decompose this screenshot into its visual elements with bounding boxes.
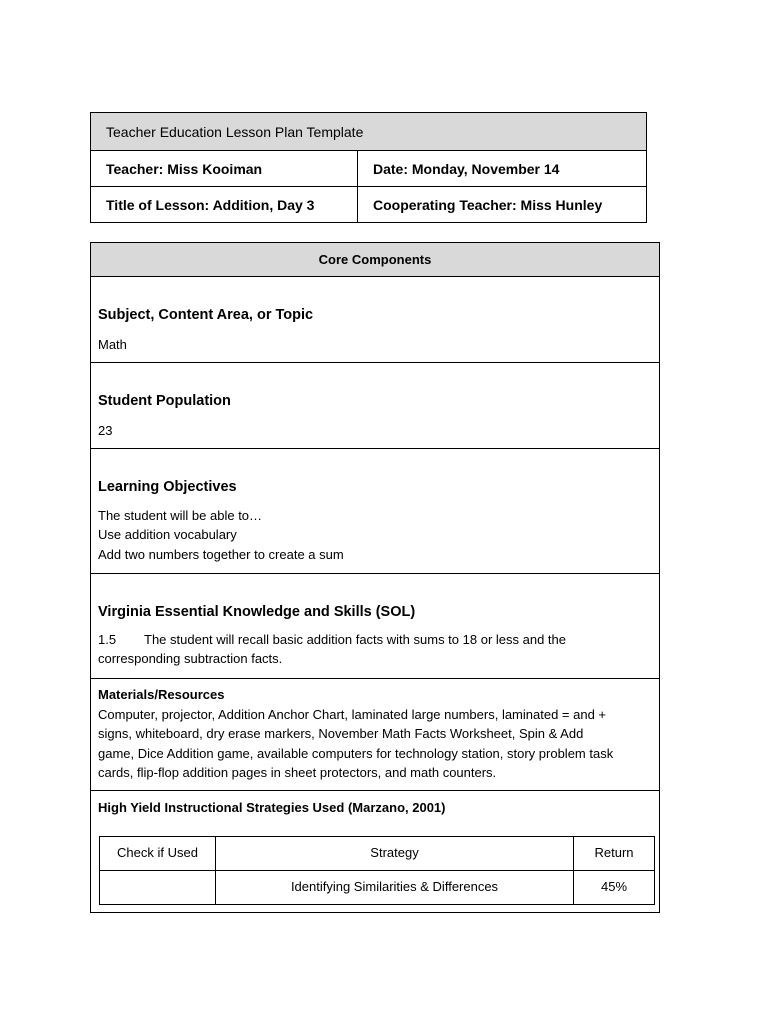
- sol-title: Virginia Essential Knowledge and Skills (SOL): [98, 604, 416, 620]
- materials-line: Computer, projector, Addition Anchor Chart, laminated large numbers, laminated = and +: [98, 706, 607, 722]
- strategies-table: [99, 836, 655, 905]
- objective-line: Add two numbers together to create a sum: [98, 546, 344, 562]
- return-cell: 45%: [574, 870, 655, 904]
- column-header: Strategy: [216, 836, 574, 870]
- objective-line: The student will be able to…: [98, 507, 263, 523]
- lesson-header-table: [90, 112, 647, 223]
- subject-title: Subject, Content Area, or Topic: [98, 307, 314, 323]
- strategies-section: [91, 791, 660, 913]
- objectives-section: [91, 449, 660, 574]
- lesson-title: Title of Lesson: Addition, Day 3: [91, 187, 358, 223]
- materials-line: cards, flip-flop addition pages in sheet protectors, and math counters.: [98, 765, 497, 780]
- population-section: [91, 363, 660, 449]
- sol-section: [91, 574, 660, 679]
- column-header: Return: [574, 836, 655, 870]
- objectives-title: Learning Objectives: [98, 479, 237, 495]
- core-components-table: [90, 242, 660, 913]
- table-row: [100, 870, 655, 904]
- strategies-header-row: [100, 836, 655, 870]
- materials-line: game, Dice Addition game, available computers for technology station, story problem task: [98, 745, 614, 761]
- teacher-name: Teacher: Miss Kooiman: [91, 151, 358, 187]
- sol-line: corresponding subtraction facts.: [98, 651, 283, 666]
- population-title: Student Population: [98, 393, 231, 409]
- cooperating-teacher: Cooperating Teacher: Miss Hunley: [358, 187, 647, 223]
- population-value: 23: [98, 422, 113, 438]
- objective-line: Use addition vocabulary: [98, 527, 237, 542]
- lesson-date: Date: Monday, November 14: [358, 151, 647, 187]
- check-if-used-cell[interactable]: [100, 870, 216, 904]
- column-header: Check if Used: [100, 836, 216, 870]
- subject-value: Math: [98, 336, 127, 352]
- materials-line: signs, whiteboard, dry erase markers, November Math Facts Worksheet, Spin & Add: [98, 726, 584, 741]
- strategy-cell: Identifying Similarities & Differences: [216, 870, 574, 904]
- strategies-title: High Yield Instructional Strategies Used (Marzano, 2001): [98, 800, 446, 815]
- sol-number: 1.5: [98, 631, 117, 647]
- materials-section: [91, 679, 660, 791]
- subject-section: [91, 277, 660, 363]
- core-components-heading: Core Components: [91, 243, 660, 277]
- materials-title: Materials/Resources: [98, 687, 225, 702]
- template-title: Teacher Education Lesson Plan Template: [91, 113, 647, 151]
- sol-line: The student will recall basic addition facts with sums to 18 or less and the: [144, 631, 566, 647]
